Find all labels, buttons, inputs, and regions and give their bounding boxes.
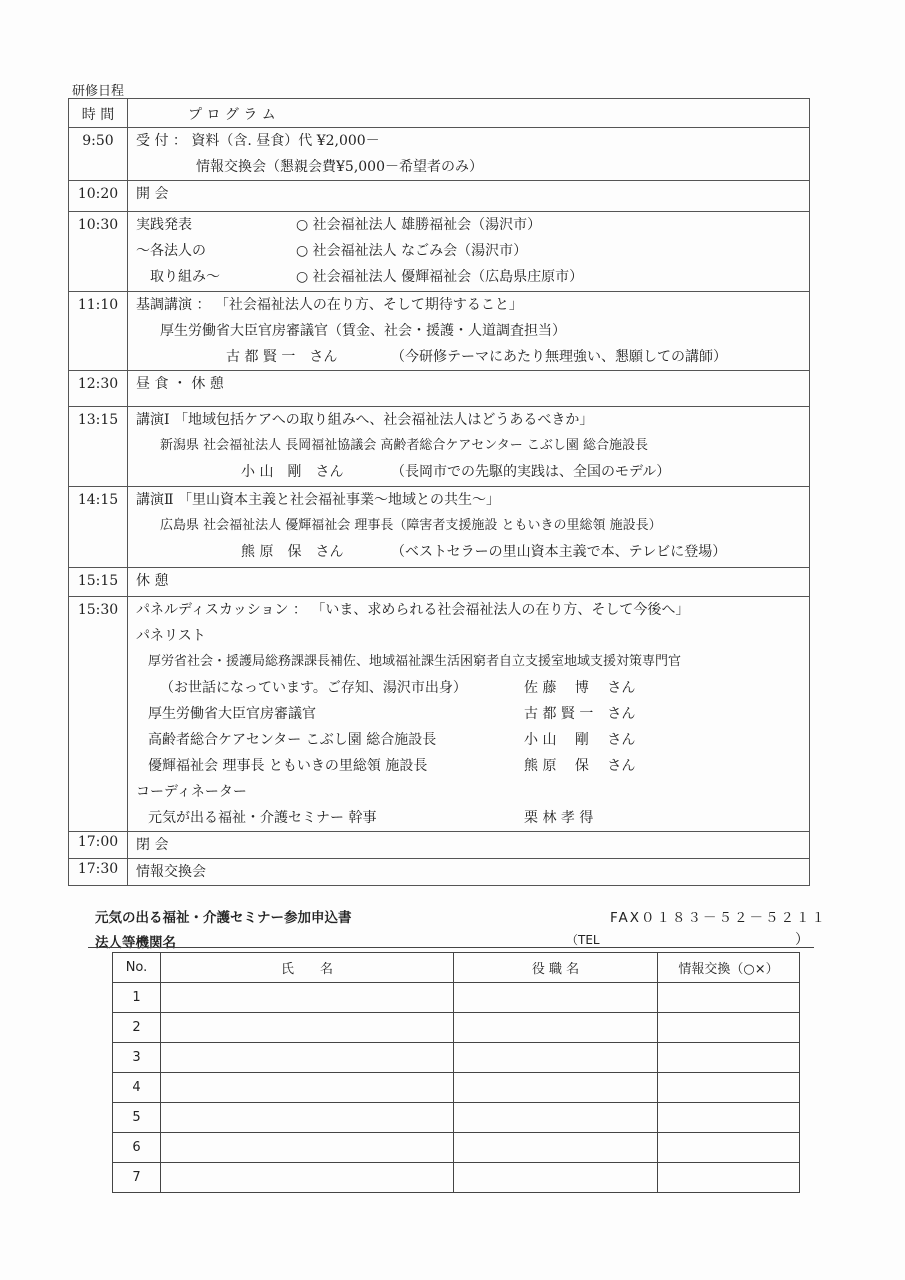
application-table [112, 952, 800, 1193]
row-number: 7 [113, 1163, 161, 1193]
form-row [113, 1013, 800, 1043]
table-row [69, 371, 810, 407]
panelists-label: パネリスト [136, 628, 206, 644]
name-cell[interactable] [161, 983, 454, 1013]
program-header: プ ロ グ ラ ム [128, 99, 810, 128]
row-number: 5 [113, 1103, 161, 1133]
speaker-name: 古 都 賢 一 さん [226, 349, 338, 365]
program-line: 休 憩 [136, 573, 169, 589]
exchange-cell[interactable] [658, 983, 800, 1013]
program-line: 情報交換会 [136, 864, 206, 880]
speaker-name: 熊 原 保 さん [241, 544, 344, 560]
name-cell[interactable] [161, 1073, 454, 1103]
name-header: 氏 名 [161, 953, 454, 983]
time-cell: 17:30 [69, 859, 128, 886]
form-row [113, 1163, 800, 1193]
position-header: 役 職 名 [454, 953, 658, 983]
program-line: 広島県 社会福祉法人 優輝福祉会 理事長（障害者支援施設 ともいきの里総領 施設長） [160, 518, 662, 533]
program-line: 情報交換会（懇親会費¥5,000－希望者のみ） [196, 159, 483, 175]
speaker-name: 小 山 剛 さん [241, 464, 344, 480]
exchange-cell[interactable] [658, 1043, 800, 1073]
presenter: ○ 社会福祉法人 優輝福祉会（広島県庄原市） [296, 269, 584, 285]
time-cell: 12:30 [69, 371, 128, 407]
panelist-role: 高齢者総合ケアセンター こぶし園 総合施設長 [148, 732, 437, 748]
program-line: パネルディスカッション ： 「いま、求められる社会福祉法人の在り方、そして今後へ」 [136, 602, 690, 618]
tel-close: ） [795, 932, 809, 948]
presenter: ○ 社会福祉法人 なごみ会（湯沢市） [296, 243, 528, 259]
position-cell[interactable] [454, 1133, 658, 1163]
time-cell: 10:20 [69, 181, 128, 212]
form-title: 元気の出る福祉・介護セミナー参加申込書 [95, 910, 352, 926]
exchange-cell[interactable] [658, 1133, 800, 1163]
org-name-field[interactable] [88, 947, 814, 948]
exchange-cell[interactable] [658, 1073, 800, 1103]
name-cell[interactable] [161, 1043, 454, 1073]
program-line: 新潟県 社会福祉法人 長岡福祉協議会 高齢者総合ケアセンター こぶし園 総合施設長 [160, 438, 649, 453]
form-row [113, 1133, 800, 1163]
speaker-note: （長岡市での先駆的実践は、全国のモデル） [391, 464, 671, 480]
program-label: 取り組み～ [150, 269, 220, 285]
table-row [69, 597, 810, 832]
no-header: No. [113, 953, 161, 983]
panelist-role: 厚生労働省大臣官房審議官 [148, 706, 316, 722]
table-row [69, 212, 810, 292]
table-row [69, 181, 810, 212]
name-cell[interactable] [161, 1163, 454, 1193]
time-cell: 9:50 [69, 128, 128, 181]
org-name-label: 法人等機関名 [95, 935, 176, 951]
position-cell[interactable] [454, 1043, 658, 1073]
panelist-role: 優輝福祉会 理事長 ともいきの里総領 施設長 [148, 758, 428, 774]
panelist-name: 佐 藤 博 さん [524, 680, 636, 696]
time-cell: 13:15 [69, 407, 128, 487]
time-cell: 17:00 [69, 832, 128, 859]
schedule-title: 研修日程 [72, 84, 125, 99]
coordinator-label: コーディネーター [136, 784, 247, 800]
table-row [69, 407, 810, 487]
table-header [69, 99, 810, 128]
exchange-header: 情報交換（○×） [658, 953, 800, 983]
position-cell[interactable] [454, 1103, 658, 1133]
table-row [69, 128, 810, 181]
program-line: 厚生労働省大臣官房審議官（賃金、社会・援護・人道調査担当） [160, 323, 566, 339]
table-row [69, 568, 810, 597]
exchange-cell[interactable] [658, 1013, 800, 1043]
time-header: 時 間 [69, 99, 128, 128]
program-line: 受 付 ： 資料（含. 昼食）代 ¥2,000－ [136, 133, 380, 149]
exchange-cell[interactable] [658, 1103, 800, 1133]
time-cell: 11:10 [69, 292, 128, 371]
row-number: 4 [113, 1073, 161, 1103]
position-cell[interactable] [454, 1163, 658, 1193]
form-row [113, 1043, 800, 1073]
name-cell[interactable] [161, 1133, 454, 1163]
fax-number: FAX０１８３－５２－５２１１ [610, 910, 828, 926]
form-row [113, 983, 800, 1013]
table-row [69, 292, 810, 371]
program-line: 開 会 [136, 186, 169, 202]
position-cell[interactable] [454, 983, 658, 1013]
time-cell: 15:15 [69, 568, 128, 597]
exchange-cell[interactable] [658, 1163, 800, 1193]
row-number: 2 [113, 1013, 161, 1043]
time-cell: 15:30 [69, 597, 128, 832]
program-label: ～各法人の [136, 243, 206, 259]
table-row [69, 859, 810, 886]
time-cell: 10:30 [69, 212, 128, 292]
form-row [113, 1073, 800, 1103]
name-cell[interactable] [161, 1013, 454, 1043]
speaker-note: （今研修テーマにあたり無理強い、懇願しての講師） [391, 349, 727, 365]
row-number: 6 [113, 1133, 161, 1163]
program-line: 基調講演 ： 「社会福祉法人の在り方、そして期待すること」 [136, 297, 523, 313]
schedule-table [68, 98, 810, 886]
row-number: 3 [113, 1043, 161, 1073]
coordinator-name: 栗 林 孝 得 [524, 810, 594, 826]
form-header [113, 953, 800, 983]
panelist-name: 古 都 賢 一 さん [524, 706, 636, 722]
name-cell[interactable] [161, 1103, 454, 1133]
panelist-name: 熊 原 保 さん [524, 758, 636, 774]
position-cell[interactable] [454, 1073, 658, 1103]
tel-label: （TEL [566, 933, 600, 947]
program-line: 講演Ⅰ 「地域包括ケアへの取り組みへ、社会福祉法人はどうあるべきか」 [136, 412, 594, 428]
row-number: 1 [113, 983, 161, 1013]
program-line: 厚労省社会・援護局総務課課長補佐、地域福祉課生活困窮者自立支援室地域支援対策専門官 [148, 654, 682, 669]
coordinator-role: 元気が出る福祉・介護セミナー 幹事 [148, 810, 377, 826]
panelist-name: 小 山 剛 さん [524, 732, 636, 748]
program-line: 講演Ⅱ 「里山資本主義と社会福祉事業～地域との共生～」 [136, 492, 500, 508]
table-row [69, 487, 810, 568]
table-row [69, 832, 810, 859]
speaker-note: （ベストセラーの里山資本主義で本、テレビに登場） [391, 544, 727, 560]
position-cell[interactable] [454, 1013, 658, 1043]
form-row [113, 1103, 800, 1133]
panelist-role: （お世話になっています。ご存知、湯沢市出身） [160, 680, 467, 696]
program-line: 閉 会 [136, 837, 169, 853]
program-label: 実践発表 [136, 217, 192, 233]
presenter: ○ 社会福祉法人 雄勝福祉会（湯沢市） [296, 217, 542, 233]
program-line: 昼 食 ・ 休 憩 [136, 376, 224, 392]
time-cell: 14:15 [69, 487, 128, 568]
